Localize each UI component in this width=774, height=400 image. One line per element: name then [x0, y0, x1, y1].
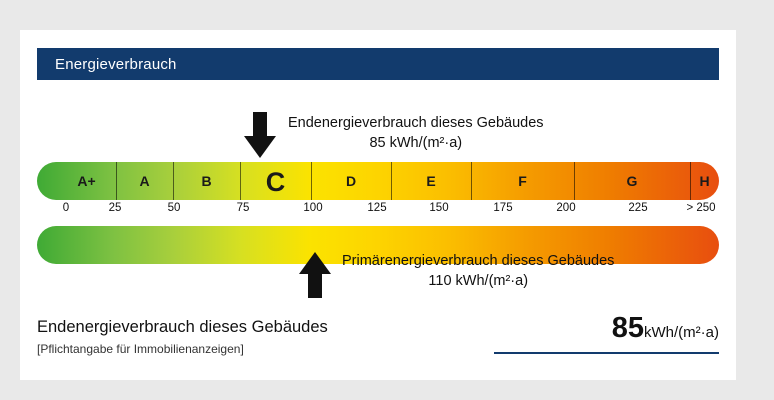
end-energy-marker-arrow-down-icon [244, 112, 276, 158]
tick-50: 50 [167, 202, 181, 214]
footer-value-number: 85 [611, 312, 644, 344]
tick-250: > 250 [686, 202, 716, 214]
energy-scale-band [37, 162, 719, 200]
scale-class-d: D [345, 173, 357, 189]
scale-class-b: B [201, 173, 212, 189]
tick-100: 100 [303, 202, 323, 214]
tick-25: 25 [108, 202, 122, 214]
end-energy-label: Endenergieverbrauch dieses Gebäudes [288, 115, 544, 131]
scale-class-c: C [265, 167, 286, 197]
scale-class-h: H [699, 173, 710, 189]
scale-class-f: F [518, 173, 527, 189]
tick-75: 75 [236, 202, 250, 214]
tick-175: 175 [493, 202, 513, 214]
footer-label: Endenergieverbrauch dieses Gebäudes [37, 318, 328, 336]
tick-225: 225 [628, 202, 648, 214]
footer-value-unit: kWh/(m²·a) [644, 324, 719, 341]
tick-200: 200 [556, 202, 576, 214]
scale-class-g: G [626, 173, 638, 189]
arrow-shaft [253, 112, 267, 136]
footer-note: [Pflichtangabe für Immobilienanzeigen] [37, 342, 244, 356]
tick-0: 0 [62, 202, 70, 214]
scale-class-a-plus: A+ [77, 173, 96, 189]
page-title: Energieverbrauch [55, 55, 177, 73]
end-energy-annotation [288, 114, 544, 153]
end-energy-value: 85 kWh/(m²·a) [369, 134, 463, 151]
arrow-shaft [308, 274, 322, 298]
primary-energy-value: 110 kWh/(m²·a) [428, 272, 529, 289]
footer-value-group [612, 312, 719, 345]
primary-energy-annotation [342, 252, 614, 291]
footer-underline [494, 352, 719, 354]
scale-class-a: A [139, 173, 150, 189]
arrow-head [299, 252, 331, 274]
arrow-head [244, 136, 276, 158]
header-bar [37, 48, 719, 80]
primary-energy-label: Primärenergieverbrauch dieses Gebäudes [342, 253, 615, 269]
energy-certificate-card [20, 30, 736, 380]
scale-tick-labels [37, 202, 719, 220]
scale-class-e: E [426, 173, 436, 189]
tick-125: 125 [367, 202, 387, 214]
tick-150: 150 [429, 202, 449, 214]
primary-energy-marker-arrow-up-icon [299, 252, 331, 298]
